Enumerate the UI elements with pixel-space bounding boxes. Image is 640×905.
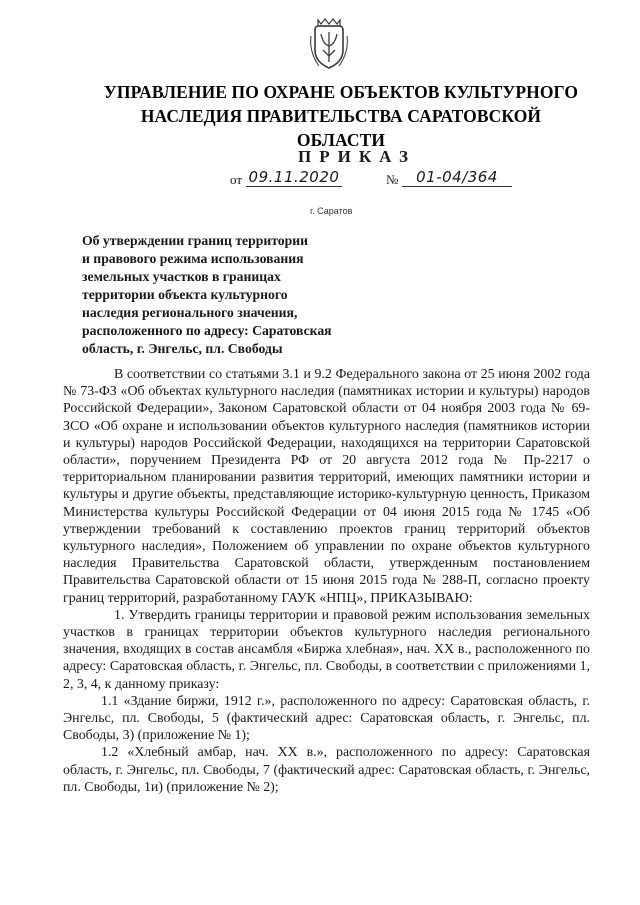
document-type-title: ПРИКАЗ [298, 147, 416, 166]
subject-line: земельных участков в границах [82, 269, 281, 284]
date-value: 09.11.2020 [246, 168, 342, 187]
number-label: № [386, 172, 399, 187]
subject-line: область, г. Энгельс, пл. Свободы [82, 341, 283, 356]
subject-line: и правового режима использования [82, 251, 304, 266]
preamble-paragraph: В соответствии со статьями 3.1 и 9.2 Федерального закона от 25 июня 2002 года № 73-ФЗ «Об объектах культурного наследия (памятниках истории и культуры) народов Российской Федерации», Законом Саратовской области от 04 ноября 2003 года № 69-ЗСО «Об охране и использовании объектов культурного наследия (памятников истории и культуры) народов Российской Федерации, находящихся на территории Саратовской области», поручением Президента РФ от 20 августа 2012 года № Пр-2217 о территориальном планировании развития территорий, имеющих памятники истории и культуры и другие объекты, представляющие историко-культурную ценность, Приказом Министерства культуры Российской Федерации от 04 июня 2015 года № 1745 «Об утверждении требований к составлению проектов границ территорий объектов культурного наследия», Положением об управлении по охране объектов культурного наследия Правительства Саратовской области, утвержденным постановлением Правительства Саратовской области от 15 июня 2015 года № 288-П, согласно проекту границ территорий, разработанному ГАУК «НПЦ», ПРИКАЗЫВАЮ: [63, 367, 590, 606]
item-1-paragraph: 1. Утвердить границы территории и правовой режим использования земельных участков в границах территории объектов культурного наследия регионального значения, входящих в состав ансамбля «Биржа хлебная», нач. XX в., расположенного по адресу: Саратовская область, г. Энгельс, пл. Свободы, в соответствии с приложениями 1, 2, 3, 4, к данному приказу: [63, 607, 590, 692]
org-line-2: НАСЛЕДИЯ ПРАВИТЕЛЬСТВА САРАТОВСКОЙ ОБЛАСТИ [140, 106, 542, 150]
organization-name [96, 80, 586, 152]
subject-line: территории объекта культурного [82, 287, 288, 302]
saratov-coat-of-arms-icon [307, 16, 351, 74]
document-body [63, 366, 590, 796]
date-label: от [230, 172, 243, 187]
item-1-1-paragraph: 1.1 «Здание биржи, 1912 г.», расположенного по адресу: Саратовская область, г. Энгельс, пл. Свободы, 5 (фактический адрес: Саратовская область, г. Энгельс, пл. Свободы, 3) (приложение № 1); [63, 693, 590, 744]
subject-line: Об утверждении границ территории [82, 233, 308, 248]
city-label: г. Саратов [310, 206, 353, 216]
subject-line: расположенного по адресу: Саратовская [82, 323, 332, 338]
subject-line: наследия регионального значения, [82, 305, 298, 320]
item-1-2-paragraph: 1.2 «Хлебный амбар, нач. XX в.», расположенного по адресу: Саратовская область, г. Энгельс, пл. Свободы, 7 (фактический адрес: Саратовская область, г. Энгельс, пл. Свободы, 1и) (приложение № 2); [63, 745, 590, 795]
document-subject [82, 232, 402, 358]
number-value: 01-04/364 [402, 168, 512, 187]
org-line-1: УПРАВЛЕНИЕ ПО ОХРАНЕ ОБЪЕКТОВ КУЛЬТУРНОГО [103, 82, 579, 102]
